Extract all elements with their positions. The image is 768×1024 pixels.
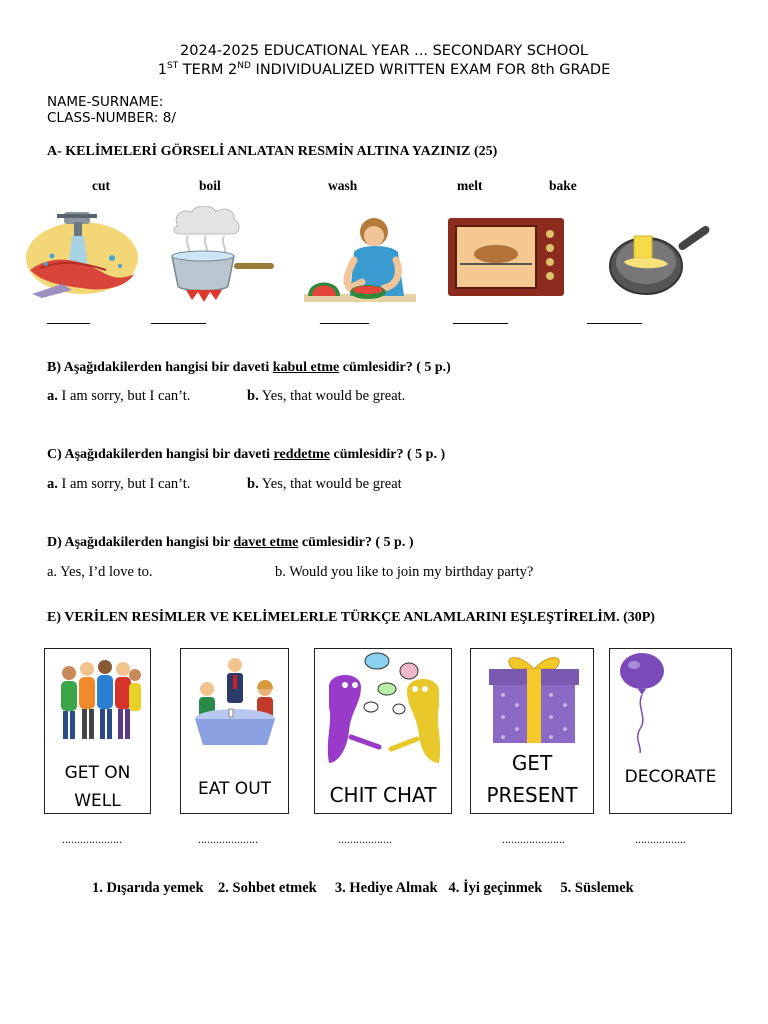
exam-title-line2: 1ST TERM 2ND INDIVIDUALIZED WRITTEN EXAM FOR 8th GRADE xyxy=(157,61,611,78)
match-blank-5[interactable]: ................. xyxy=(635,832,686,846)
section-a-title: A- KELİMELERİ GÖRSELİ ANLATAN RESMİN ALTINA YAZINIZ (25) xyxy=(47,144,498,159)
turkish-meanings-key: 1. Dışarıda yemek 2. Sohbet etmek 3. Hediye Almak 4. İyi geçinmek 5. Süslemek xyxy=(92,880,634,896)
match-blank-1[interactable]: .................... xyxy=(62,832,122,846)
card-get-on-well[interactable] xyxy=(44,648,151,814)
card-get-present[interactable] xyxy=(470,648,594,814)
section-d-question: D) Aşağıdakilerden hangisi bir davet etme cümlesidir? ( 5 p. ) xyxy=(47,535,414,550)
melting-butter-pan-image xyxy=(606,216,716,298)
section-b-option-a[interactable]: a. I am sorry, but I can’t. xyxy=(47,388,191,404)
section-e-title: E) VERİLEN RESİMLER VE KELİMELERLE TÜRKÇE ANLAMLARINI EŞLEŞTİRELİM. (30P) xyxy=(47,610,655,625)
match-blank-4[interactable]: ..................... xyxy=(502,832,565,846)
section-d-option-a[interactable]: a. Yes, I’d love to. xyxy=(47,564,153,580)
card-decorate[interactable] xyxy=(609,648,732,814)
answer-blank-wash[interactable]: ________ xyxy=(320,311,368,326)
class-number-label: CLASS-NUMBER: 8/ xyxy=(47,110,176,126)
word-bake: bake xyxy=(549,178,577,193)
answer-blank-bake[interactable]: _________ xyxy=(587,311,641,326)
washing-hands-image xyxy=(22,208,140,300)
word-wash: wash xyxy=(328,178,358,193)
chatting-creatures-image xyxy=(321,651,447,769)
card-eat-out[interactable] xyxy=(180,648,289,814)
section-b-option-b[interactable]: b. Yes, that would be great. xyxy=(247,388,406,404)
card-eat-out-label: EAT OUT xyxy=(197,779,272,799)
match-blank-3[interactable]: .................. xyxy=(338,832,392,846)
answer-blank-boil[interactable]: _________ xyxy=(151,311,205,326)
answer-blank-cut[interactable]: _______ xyxy=(47,311,89,326)
match-blank-2[interactable]: .................... xyxy=(198,832,258,846)
word-cut: cut xyxy=(92,178,110,193)
friends-group-image xyxy=(55,653,143,745)
answer-blank-melt[interactable]: _________ xyxy=(453,311,507,326)
card-get-on-well-label-1: GET ON xyxy=(64,763,131,783)
gift-box-image xyxy=(487,649,581,747)
cutting-watermelon-image xyxy=(304,212,416,302)
word-melt: melt xyxy=(457,178,483,193)
card-chit-chat[interactable] xyxy=(314,648,452,814)
section-b-question: B) Aşağıdakilerden hangisi bir daveti kabul etme cümlesidir? ( 5 p.) xyxy=(47,360,451,375)
card-get-on-well-label-2: WELL xyxy=(74,791,121,811)
section-c-option-a[interactable]: a. I am sorry, but I can’t. xyxy=(47,476,191,492)
exam-title-line1: 2024-2025 EDUCATIONAL YEAR ... SECONDARY SCHOOL xyxy=(180,43,588,59)
section-c-question: C) Aşağıdakilerden hangisi bir daveti reddetme cümlesidir? ( 5 p. ) xyxy=(47,447,446,462)
oven-image xyxy=(448,218,564,296)
card-decorate-label: DECORATE xyxy=(624,767,717,787)
section-c-option-b[interactable]: b. Yes, that would be great xyxy=(247,476,402,492)
card-get-present-label-1: GET xyxy=(511,751,553,775)
section-d-option-b[interactable]: b. Would you like to join my birthday party? xyxy=(275,564,534,580)
name-surname-label: NAME-SURNAME: xyxy=(47,94,164,110)
boiling-pot-image xyxy=(168,206,276,304)
card-chit-chat-label: CHIT CHAT xyxy=(329,783,437,807)
card-get-present-label-2: PRESENT xyxy=(486,783,578,807)
word-boil: boil xyxy=(199,178,221,193)
balloon-image xyxy=(616,651,668,755)
restaurant-dinner-image xyxy=(189,653,281,753)
